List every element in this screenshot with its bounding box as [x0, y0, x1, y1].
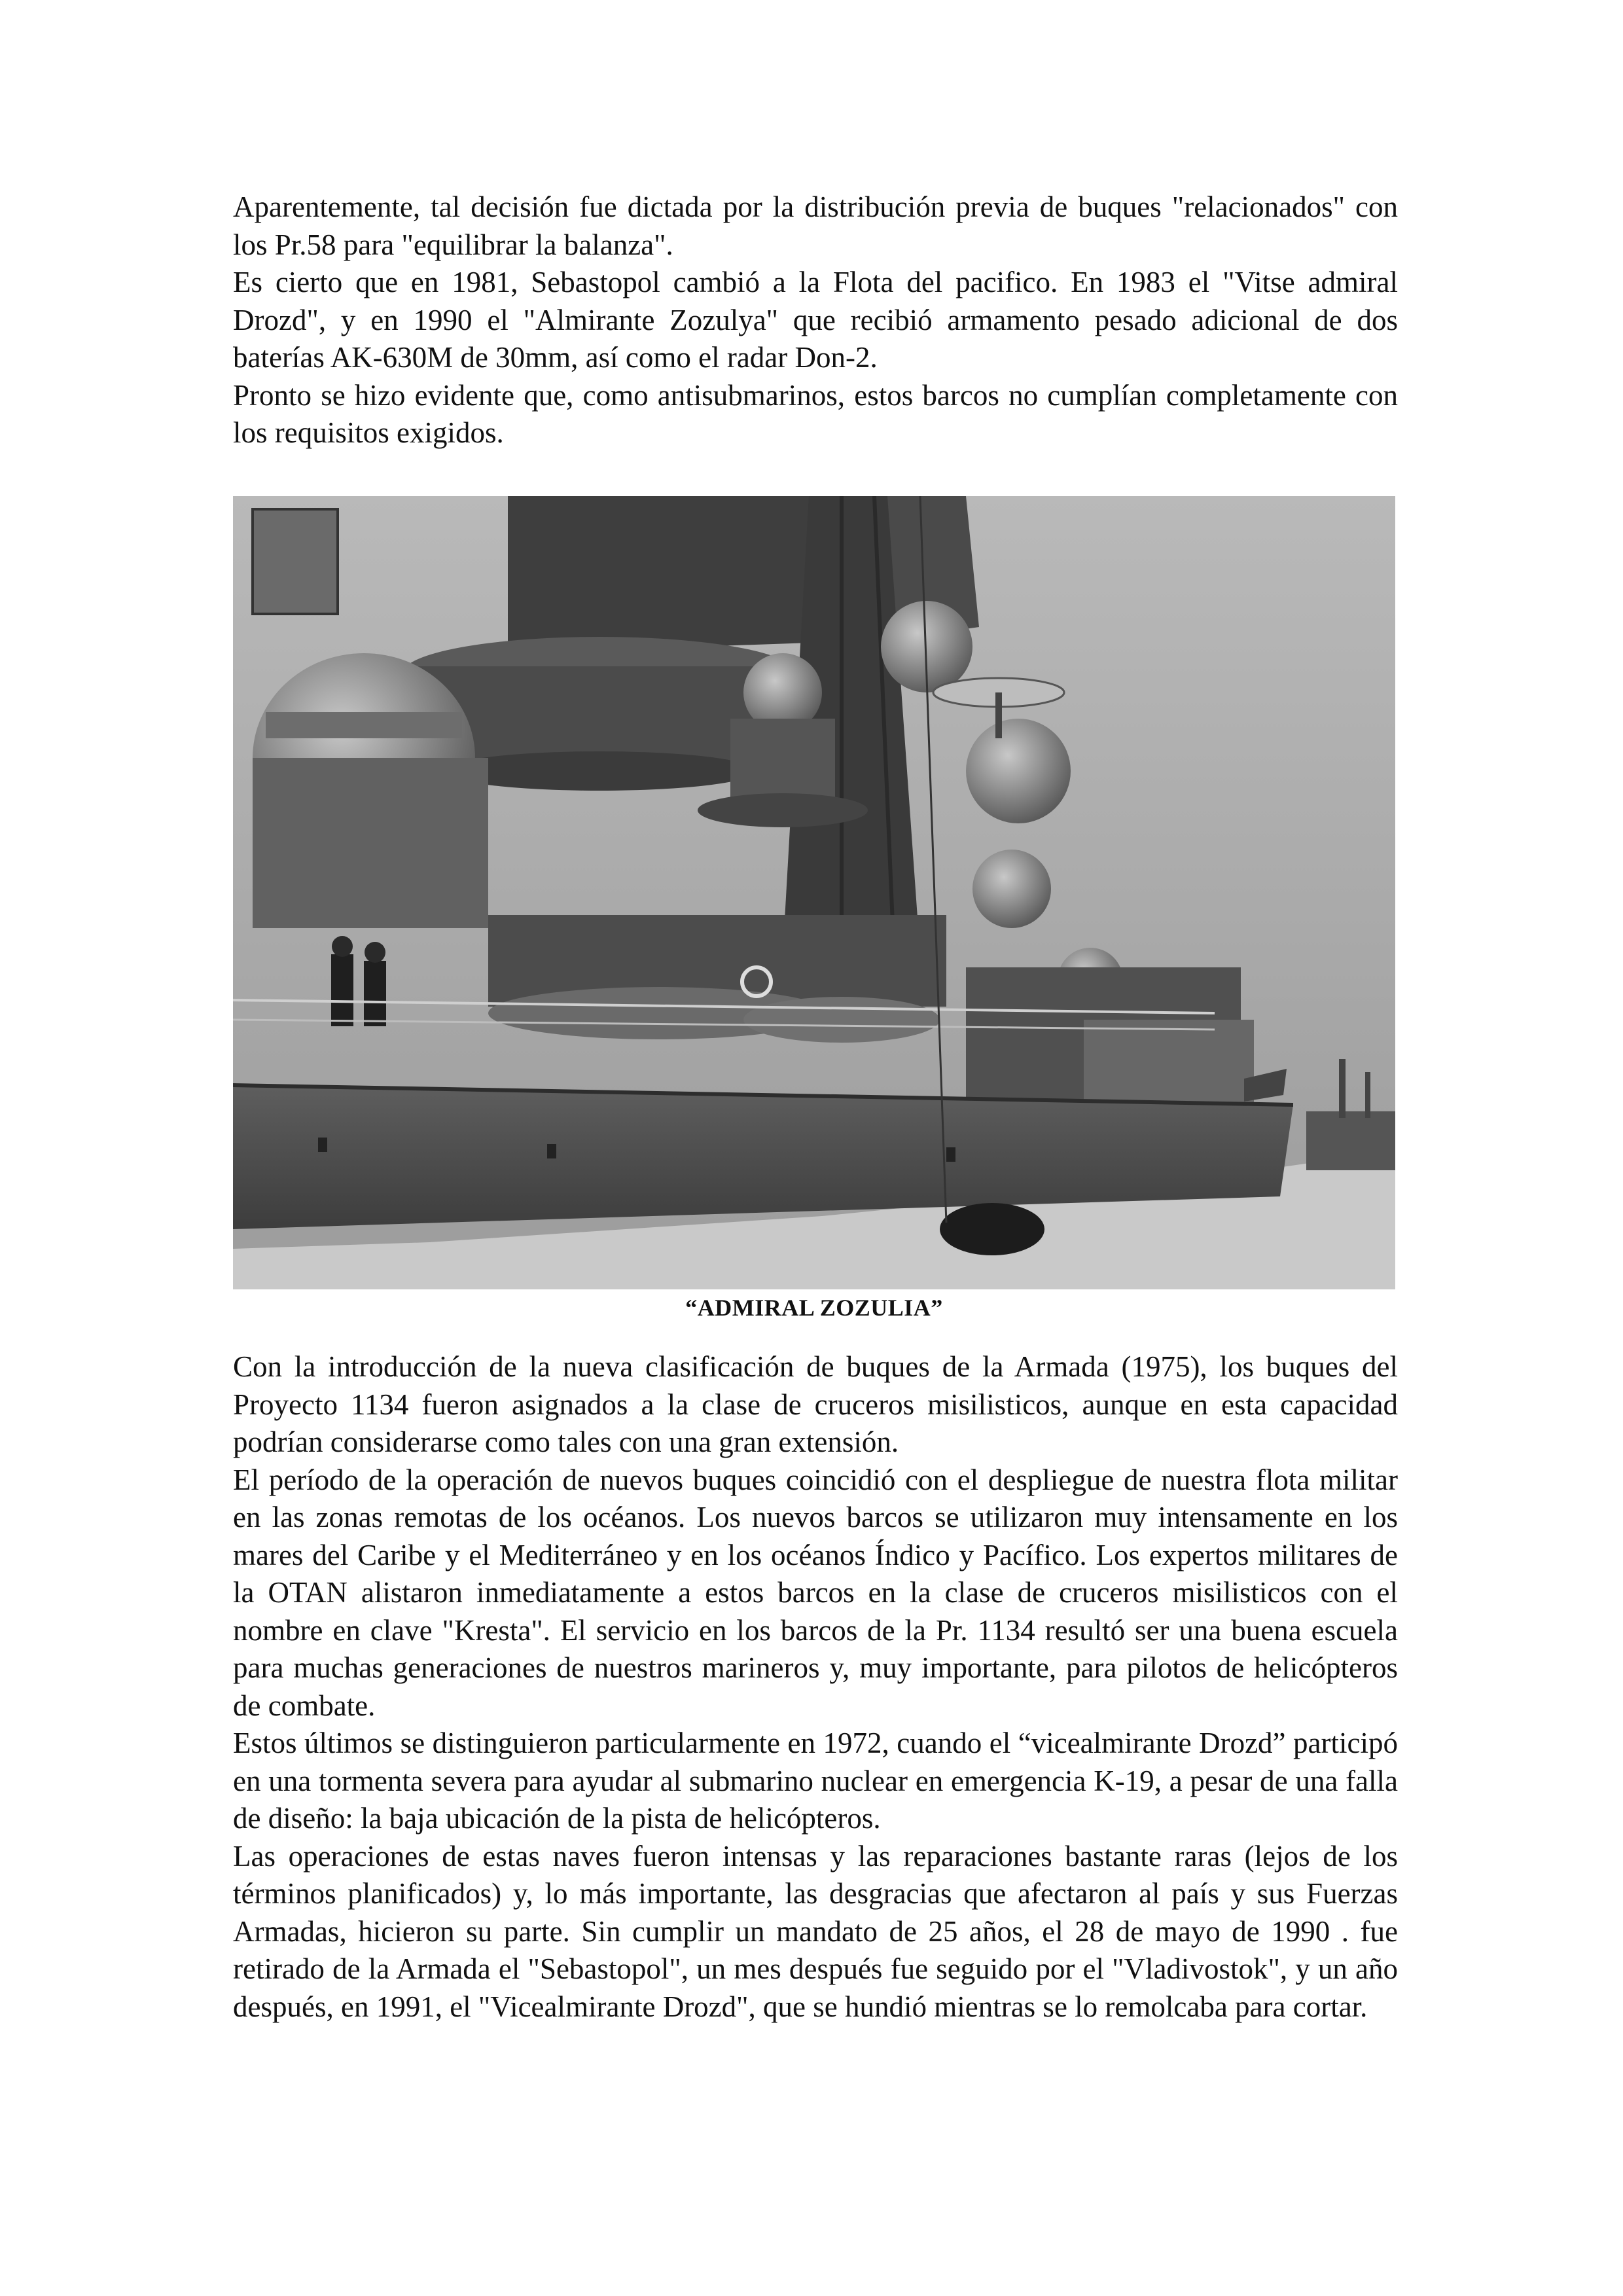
paragraph: Las operaciones de estas naves fueron intensas y las reparaciones bastante raras (lejos de los términos planificados) y, lo más importante, las desgracias que afectaron al país y sus Fuerzas Armadas, hicieron su parte. Sin cumplir un mandato de 25 años, el 28 de mayo de 1990 . fue retirado de la Armada el "Sebastopol", un mes después fue seguido por el "Vladivostok", y un año después, en 1991, el "Vicealmirante Drozd", que se hundió mientras se lo remolcaba para cortar. [233, 1839, 1398, 2023]
photo-caption: “ADMIRAL ZOZULIA” [685, 1295, 943, 1321]
body-text [233, 1348, 1398, 2026]
paragraph: Es cierto que en 1981, Sebastopol cambió a la Flota del pacifico. En 1983 el "Vitse admiral Drozd", y en 1990 el "Almirante Zozulya" que recibió armamento pesado adicional de dos baterías AK-630M de 30mm, así como el radar Don-2. [233, 266, 1398, 374]
ship-photo-graphic [233, 496, 1395, 1289]
paragraph: Estos últimos se distinguieron particularmente en 1972, cuando el “vicealmirante Drozd” participó en una tormenta severa para ayudar al submarino nuclear en emergencia K-19, a pesar de una falla de diseño: la baja ubicación de la pista de helicópteros. [233, 1727, 1398, 1835]
paragraph: Pronto se hizo evidente que, como antisubmarinos, estos barcos no cumplían completamente con los requisitos exigidos. [233, 378, 1398, 449]
ship-photo [233, 496, 1395, 1289]
paragraph: El período de la operación de nuevos buques coincidió con el despliegue de nuestra flota militar en las zonas remotas de los océanos. Los nuevos barcos se utilizaron muy intensamente en los mares del Caribe y el Mediterráneo y en los océanos Índico y Pacífico. Los expertos militares de la OTAN alistaron inmediatamente a estos barcos en la clase de cruceros misilisticos con el nombre en clave "Kresta". El servicio en los barcos de la Pr. 1134 resultó ser una buena escuela para muchas generaciones de nuestros marineros y, muy importante, para pilotos de helicópteros de combate. [233, 1463, 1398, 1722]
paragraph: Con la introducción de la nueva clasificación de buques de la Armada (1975), los buques del Proyecto 1134 fueron asignados a la clase de cruceros misilisticos, aunque en esta capacidad podrían considerarse como tales con una gran extensión. [233, 1350, 1398, 1458]
paragraph: Aparentemente, tal decisión fue dictada por la distribución previa de buques "relacionados" con los Pr.58 para "equilibrar la balanza". [233, 190, 1398, 261]
intro-text [233, 188, 1398, 452]
